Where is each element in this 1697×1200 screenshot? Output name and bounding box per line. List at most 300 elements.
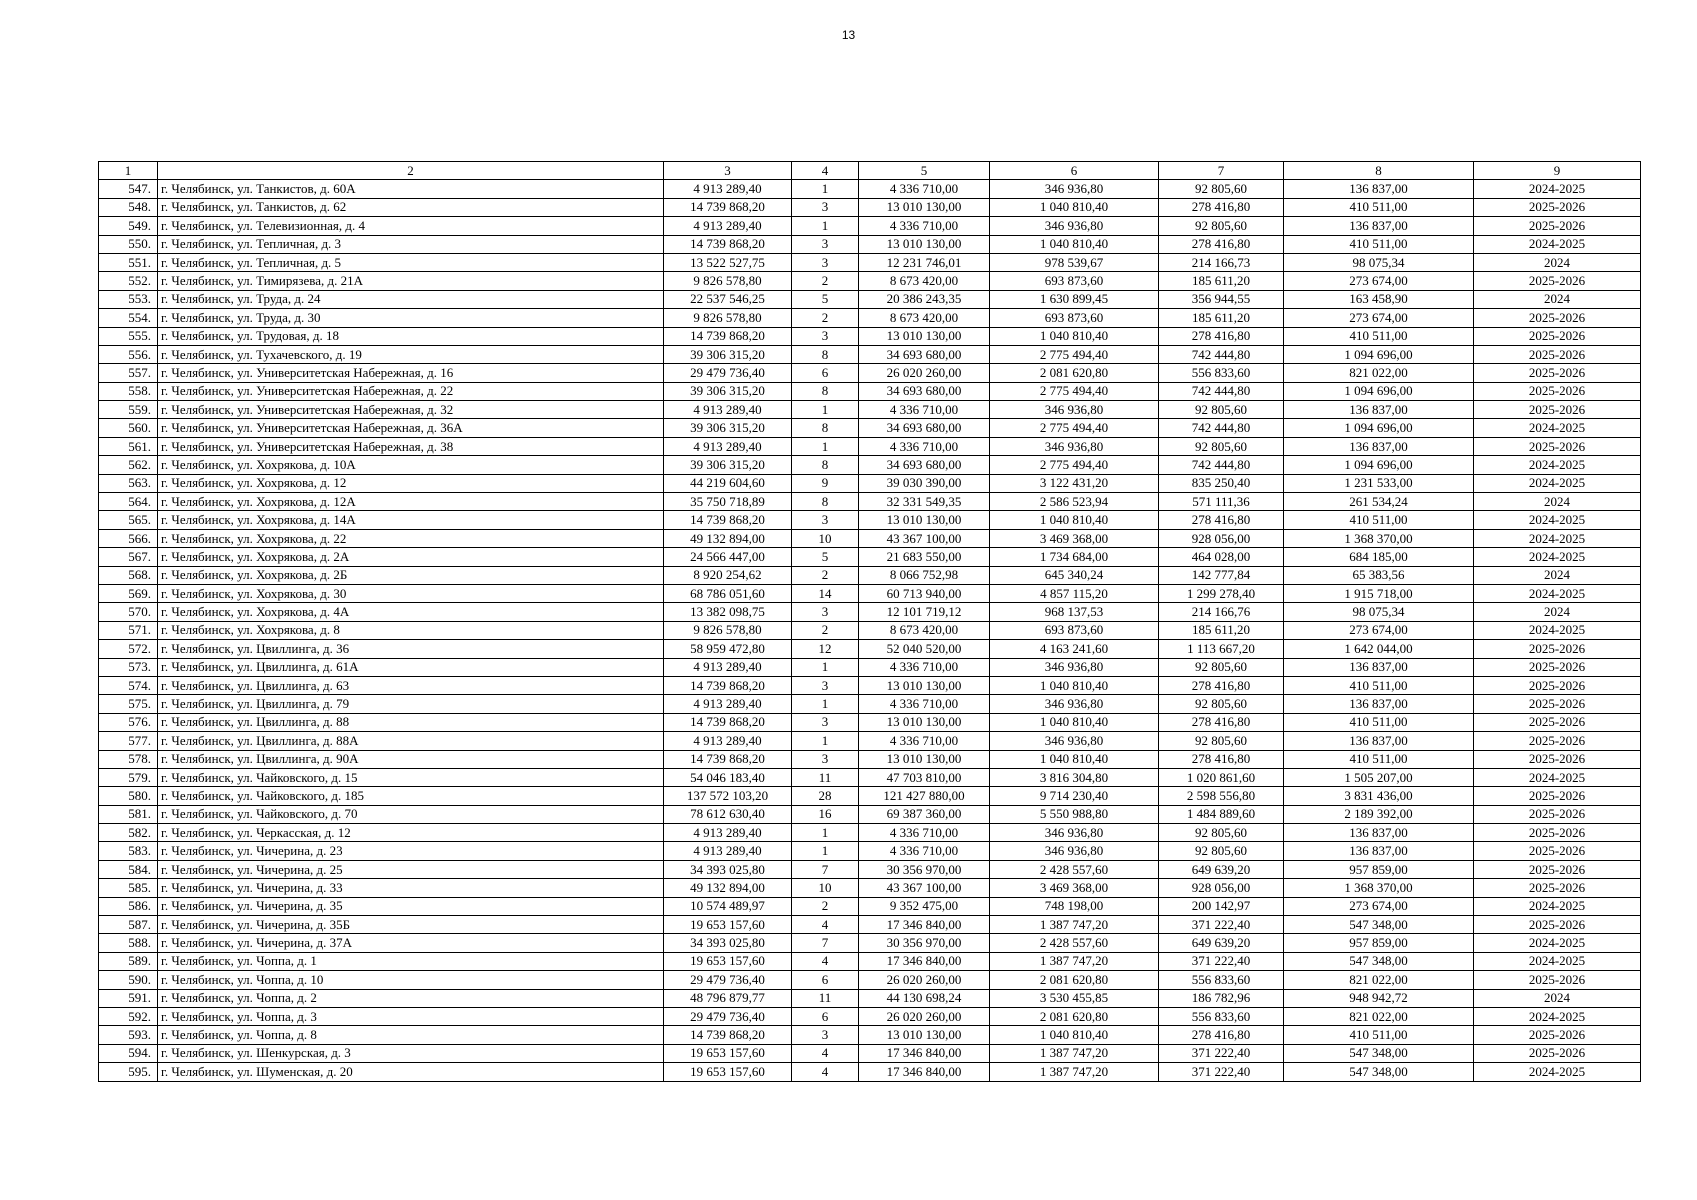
cost-col7-cell: 835 250,40 [1159, 474, 1284, 492]
quantity-cell: 1 [792, 401, 859, 419]
quantity-cell: 1 [792, 732, 859, 750]
cost-col8-cell: 1 094 696,00 [1284, 345, 1474, 363]
cost-col7-cell: 200 142,97 [1159, 897, 1284, 915]
table-row [99, 345, 1641, 363]
cost-col6-cell: 978 539,67 [990, 253, 1159, 271]
cost-col8-cell: 136 837,00 [1284, 824, 1474, 842]
cost-col6-cell: 693 873,60 [990, 621, 1159, 639]
period-cell: 2025-2026 [1474, 879, 1641, 897]
header-cell: 4 [792, 162, 859, 180]
total-cost-cell: 48 796 879,77 [664, 989, 792, 1007]
cost-col5-cell: 4 336 710,00 [859, 732, 990, 750]
table-row [99, 989, 1641, 1007]
row-number-cell: 592. [99, 1007, 158, 1025]
cost-col8-cell: 1 094 696,00 [1284, 419, 1474, 437]
period-cell: 2025-2026 [1474, 805, 1641, 823]
table-row [99, 180, 1641, 198]
table-row [99, 548, 1641, 566]
cost-col6-cell: 1 040 810,40 [990, 750, 1159, 768]
quantity-cell: 6 [792, 1007, 859, 1025]
cost-col8-cell: 136 837,00 [1284, 658, 1474, 676]
cost-col7-cell: 742 444,80 [1159, 382, 1284, 400]
total-cost-cell: 29 479 736,40 [664, 1007, 792, 1025]
cost-col8-cell: 2 189 392,00 [1284, 805, 1474, 823]
cost-col7-cell: 186 782,96 [1159, 989, 1284, 1007]
cost-col7-cell: 556 833,60 [1159, 364, 1284, 382]
table-row [99, 493, 1641, 511]
cost-col5-cell: 13 010 130,00 [859, 327, 990, 345]
page-number: 13 [841, 28, 856, 42]
cost-col8-cell: 273 674,00 [1284, 621, 1474, 639]
cost-col8-cell: 410 511,00 [1284, 750, 1474, 768]
cost-col5-cell: 13 010 130,00 [859, 511, 990, 529]
cost-col7-cell: 742 444,80 [1159, 345, 1284, 363]
row-number-cell: 560. [99, 419, 158, 437]
cost-col5-cell: 26 020 260,00 [859, 364, 990, 382]
address-cell: г. Челябинск, ул. Хохрякова, д. 2А [158, 548, 664, 566]
address-cell: г. Челябинск, ул. Университетская Набережная, д. 16 [158, 364, 664, 382]
row-number-cell: 555. [99, 327, 158, 345]
table-row [99, 842, 1641, 860]
cost-col6-cell: 1 734 684,00 [990, 548, 1159, 566]
total-cost-cell: 22 537 546,25 [664, 290, 792, 308]
cost-col8-cell: 410 511,00 [1284, 511, 1474, 529]
address-cell: г. Челябинск, ул. Чичерина, д. 35 [158, 897, 664, 915]
address-cell: г. Челябинск, ул. Чичерина, д. 23 [158, 842, 664, 860]
row-number-cell: 558. [99, 382, 158, 400]
cost-col8-cell: 957 859,00 [1284, 934, 1474, 952]
cost-col8-cell: 948 942,72 [1284, 989, 1474, 1007]
cost-col7-cell: 371 222,40 [1159, 1063, 1284, 1081]
cost-col6-cell: 1 040 810,40 [990, 1026, 1159, 1044]
quantity-cell: 7 [792, 934, 859, 952]
quantity-cell: 8 [792, 456, 859, 474]
row-number-cell: 590. [99, 971, 158, 989]
cost-col8-cell: 136 837,00 [1284, 217, 1474, 235]
cost-col8-cell: 98 075,34 [1284, 253, 1474, 271]
period-cell: 2024 [1474, 253, 1641, 271]
total-cost-cell: 78 612 630,40 [664, 805, 792, 823]
quantity-cell: 4 [792, 1044, 859, 1062]
total-cost-cell: 58 959 472,80 [664, 640, 792, 658]
cost-col5-cell: 4 336 710,00 [859, 217, 990, 235]
total-cost-cell: 4 913 289,40 [664, 842, 792, 860]
cost-col6-cell: 3 469 368,00 [990, 529, 1159, 547]
period-cell: 2025-2026 [1474, 971, 1641, 989]
total-cost-cell: 9 826 578,80 [664, 309, 792, 327]
cost-col7-cell: 214 166,73 [1159, 253, 1284, 271]
address-cell: г. Челябинск, ул. Университетская Набережная, д. 36А [158, 419, 664, 437]
cost-col6-cell: 9 714 230,40 [990, 787, 1159, 805]
row-number-cell: 549. [99, 217, 158, 235]
cost-col6-cell: 346 936,80 [990, 842, 1159, 860]
address-cell: г. Челябинск, ул. Хохрякова, д. 10А [158, 456, 664, 474]
total-cost-cell: 39 306 315,20 [664, 382, 792, 400]
quantity-cell: 8 [792, 419, 859, 437]
row-number-cell: 571. [99, 621, 158, 639]
quantity-cell: 3 [792, 253, 859, 271]
period-cell: 2024-2025 [1474, 1063, 1641, 1081]
period-cell: 2025-2026 [1474, 732, 1641, 750]
row-number-cell: 559. [99, 401, 158, 419]
cost-col6-cell: 2 081 620,80 [990, 971, 1159, 989]
cost-col8-cell: 65 383,56 [1284, 566, 1474, 584]
row-number-cell: 568. [99, 566, 158, 584]
period-cell: 2025-2026 [1474, 309, 1641, 327]
row-number-cell: 594. [99, 1044, 158, 1062]
cost-col5-cell: 4 336 710,00 [859, 180, 990, 198]
quantity-cell: 3 [792, 713, 859, 731]
quantity-cell: 2 [792, 621, 859, 639]
table-row [99, 1044, 1641, 1062]
quantity-cell: 4 [792, 916, 859, 934]
address-cell: г. Челябинск, ул. Хохрякова, д. 22 [158, 529, 664, 547]
total-cost-cell: 4 913 289,40 [664, 401, 792, 419]
address-cell: г. Челябинск, ул. Танкистов, д. 60А [158, 180, 664, 198]
address-cell: г. Челябинск, ул. Хохрякова, д. 14А [158, 511, 664, 529]
period-cell: 2025-2026 [1474, 198, 1641, 216]
total-cost-cell: 10 574 489,97 [664, 897, 792, 915]
header-cell: 9 [1474, 162, 1641, 180]
period-cell: 2024 [1474, 603, 1641, 621]
cost-col5-cell: 13 010 130,00 [859, 676, 990, 694]
row-number-cell: 579. [99, 768, 158, 786]
row-number-cell: 575. [99, 695, 158, 713]
address-cell: г. Челябинск, ул. Чоппа, д. 10 [158, 971, 664, 989]
quantity-cell: 5 [792, 290, 859, 308]
cost-col5-cell: 8 673 420,00 [859, 621, 990, 639]
cost-col6-cell: 1 040 810,40 [990, 235, 1159, 253]
cost-col8-cell: 547 348,00 [1284, 1044, 1474, 1062]
table-row [99, 327, 1641, 345]
period-cell: 2025-2026 [1474, 327, 1641, 345]
cost-col8-cell: 3 831 436,00 [1284, 787, 1474, 805]
cost-col6-cell: 645 340,24 [990, 566, 1159, 584]
cost-col5-cell: 13 010 130,00 [859, 750, 990, 768]
period-cell: 2025-2026 [1474, 272, 1641, 290]
total-cost-cell: 19 653 157,60 [664, 952, 792, 970]
cost-col7-cell: 92 805,60 [1159, 695, 1284, 713]
cost-col8-cell: 1 368 370,00 [1284, 879, 1474, 897]
total-cost-cell: 35 750 718,89 [664, 493, 792, 511]
cost-col6-cell: 1 040 810,40 [990, 511, 1159, 529]
address-cell: г. Челябинск, ул. Трудовая, д. 18 [158, 327, 664, 345]
quantity-cell: 1 [792, 437, 859, 455]
cost-col7-cell: 92 805,60 [1159, 180, 1284, 198]
table-row [99, 952, 1641, 970]
header-row [99, 162, 1641, 180]
period-cell: 2024-2025 [1474, 1007, 1641, 1025]
header-cell: 6 [990, 162, 1159, 180]
address-cell: г. Челябинск, ул. Чичерина, д. 25 [158, 860, 664, 878]
cost-col6-cell: 346 936,80 [990, 437, 1159, 455]
quantity-cell: 3 [792, 511, 859, 529]
period-cell: 2025-2026 [1474, 676, 1641, 694]
cost-col7-cell: 1 484 889,60 [1159, 805, 1284, 823]
period-cell: 2025-2026 [1474, 860, 1641, 878]
quantity-cell: 10 [792, 529, 859, 547]
cost-col8-cell: 410 511,00 [1284, 198, 1474, 216]
row-number-cell: 556. [99, 345, 158, 363]
cost-col6-cell: 748 198,00 [990, 897, 1159, 915]
row-number-cell: 585. [99, 879, 158, 897]
period-cell: 2025-2026 [1474, 382, 1641, 400]
address-cell: г. Челябинск, ул. Цвиллинга, д. 90А [158, 750, 664, 768]
cost-col5-cell: 39 030 390,00 [859, 474, 990, 492]
quantity-cell: 6 [792, 364, 859, 382]
row-number-cell: 574. [99, 676, 158, 694]
cost-col6-cell: 1 040 810,40 [990, 198, 1159, 216]
cost-col7-cell: 649 639,20 [1159, 860, 1284, 878]
address-cell: г. Челябинск, ул. Хохрякова, д. 12А [158, 493, 664, 511]
cost-col7-cell: 1 299 278,40 [1159, 584, 1284, 602]
total-cost-cell: 14 739 868,20 [664, 676, 792, 694]
address-cell: г. Челябинск, ул. Чичерина, д. 35Б [158, 916, 664, 934]
cost-col5-cell: 121 427 880,00 [859, 787, 990, 805]
cost-col6-cell: 1 040 810,40 [990, 676, 1159, 694]
address-cell: г. Челябинск, ул. Чоппа, д. 2 [158, 989, 664, 1007]
quantity-cell: 11 [792, 989, 859, 1007]
quantity-cell: 9 [792, 474, 859, 492]
quantity-cell: 3 [792, 676, 859, 694]
cost-col7-cell: 92 805,60 [1159, 842, 1284, 860]
cost-col7-cell: 278 416,80 [1159, 327, 1284, 345]
cost-col5-cell: 8 673 420,00 [859, 272, 990, 290]
address-cell: г. Челябинск, ул. Цвиллинга, д. 61А [158, 658, 664, 676]
address-cell: г. Челябинск, ул. Цвиллинга, д. 79 [158, 695, 664, 713]
row-number-cell: 554. [99, 309, 158, 327]
row-number-cell: 576. [99, 713, 158, 731]
quantity-cell: 5 [792, 548, 859, 566]
quantity-cell: 28 [792, 787, 859, 805]
total-cost-cell: 4 913 289,40 [664, 658, 792, 676]
cost-col6-cell: 1 630 899,45 [990, 290, 1159, 308]
quantity-cell: 14 [792, 584, 859, 602]
cost-col7-cell: 556 833,60 [1159, 971, 1284, 989]
quantity-cell: 8 [792, 493, 859, 511]
total-cost-cell: 14 739 868,20 [664, 235, 792, 253]
period-cell: 2025-2026 [1474, 640, 1641, 658]
row-number-cell: 550. [99, 235, 158, 253]
address-cell: г. Челябинск, ул. Труда, д. 24 [158, 290, 664, 308]
table-row [99, 621, 1641, 639]
address-cell: г. Челябинск, ул. Чичерина, д. 37А [158, 934, 664, 952]
period-cell: 2024-2025 [1474, 897, 1641, 915]
cost-col5-cell: 34 693 680,00 [859, 382, 990, 400]
cost-col7-cell: 371 222,40 [1159, 952, 1284, 970]
cost-col5-cell: 12 231 746,01 [859, 253, 990, 271]
address-cell: г. Челябинск, ул. Чоппа, д. 1 [158, 952, 664, 970]
cost-col8-cell: 1 915 718,00 [1284, 584, 1474, 602]
cost-col5-cell: 4 336 710,00 [859, 842, 990, 860]
cost-col7-cell: 649 639,20 [1159, 934, 1284, 952]
cost-col5-cell: 47 703 810,00 [859, 768, 990, 786]
period-cell: 2024-2025 [1474, 548, 1641, 566]
period-cell: 2024 [1474, 566, 1641, 584]
table-row [99, 382, 1641, 400]
cost-col6-cell: 693 873,60 [990, 309, 1159, 327]
cost-col8-cell: 821 022,00 [1284, 971, 1474, 989]
cost-col6-cell: 2 428 557,60 [990, 934, 1159, 952]
total-cost-cell: 19 653 157,60 [664, 1044, 792, 1062]
cost-col6-cell: 1 387 747,20 [990, 916, 1159, 934]
table-row [99, 474, 1641, 492]
cost-col5-cell: 34 693 680,00 [859, 345, 990, 363]
period-cell: 2024-2025 [1474, 456, 1641, 474]
header-cell: 3 [664, 162, 792, 180]
address-cell: г. Челябинск, ул. Шуменская, д. 20 [158, 1063, 664, 1081]
cost-col8-cell: 136 837,00 [1284, 842, 1474, 860]
cost-col6-cell: 2 081 620,80 [990, 364, 1159, 382]
table-row [99, 768, 1641, 786]
period-cell: 2024-2025 [1474, 952, 1641, 970]
quantity-cell: 3 [792, 327, 859, 345]
cost-col6-cell: 1 387 747,20 [990, 952, 1159, 970]
address-cell: г. Челябинск, ул. Хохрякова, д. 2Б [158, 566, 664, 584]
cost-col7-cell: 1 020 861,60 [1159, 768, 1284, 786]
cost-col5-cell: 4 336 710,00 [859, 658, 990, 676]
period-cell: 2024-2025 [1474, 474, 1641, 492]
quantity-cell: 3 [792, 603, 859, 621]
row-number-cell: 572. [99, 640, 158, 658]
cost-col5-cell: 26 020 260,00 [859, 1007, 990, 1025]
period-cell: 2025-2026 [1474, 824, 1641, 842]
row-number-cell: 581. [99, 805, 158, 823]
total-cost-cell: 29 479 736,40 [664, 971, 792, 989]
address-cell: г. Челябинск, ул. Чоппа, д. 3 [158, 1007, 664, 1025]
cost-col7-cell: 278 416,80 [1159, 750, 1284, 768]
total-cost-cell: 39 306 315,20 [664, 345, 792, 363]
quantity-cell: 3 [792, 198, 859, 216]
data-table [98, 161, 1641, 1082]
cost-col8-cell: 1 094 696,00 [1284, 382, 1474, 400]
cost-col5-cell: 12 101 719,12 [859, 603, 990, 621]
total-cost-cell: 44 219 604,60 [664, 474, 792, 492]
row-number-cell: 591. [99, 989, 158, 1007]
cost-col8-cell: 547 348,00 [1284, 952, 1474, 970]
period-cell: 2025-2026 [1474, 1026, 1641, 1044]
row-number-cell: 562. [99, 456, 158, 474]
cost-col8-cell: 273 674,00 [1284, 897, 1474, 915]
cost-col5-cell: 43 367 100,00 [859, 879, 990, 897]
cost-col7-cell: 371 222,40 [1159, 1044, 1284, 1062]
cost-col7-cell: 928 056,00 [1159, 529, 1284, 547]
cost-col5-cell: 17 346 840,00 [859, 952, 990, 970]
table-row [99, 529, 1641, 547]
cost-col7-cell: 142 777,84 [1159, 566, 1284, 584]
table-row [99, 235, 1641, 253]
cost-col7-cell: 928 056,00 [1159, 879, 1284, 897]
cost-col6-cell: 4 857 115,20 [990, 584, 1159, 602]
period-cell: 2025-2026 [1474, 1044, 1641, 1062]
cost-col8-cell: 136 837,00 [1284, 437, 1474, 455]
row-number-cell: 548. [99, 198, 158, 216]
cost-col7-cell: 92 805,60 [1159, 437, 1284, 455]
cost-col6-cell: 2 775 494,40 [990, 345, 1159, 363]
cost-col7-cell: 742 444,80 [1159, 456, 1284, 474]
cost-col5-cell: 9 352 475,00 [859, 897, 990, 915]
total-cost-cell: 14 739 868,20 [664, 198, 792, 216]
quantity-cell: 1 [792, 658, 859, 676]
cost-col6-cell: 4 163 241,60 [990, 640, 1159, 658]
address-cell: г. Челябинск, ул. Чайковского, д. 185 [158, 787, 664, 805]
period-cell: 2024-2025 [1474, 768, 1641, 786]
total-cost-cell: 49 132 894,00 [664, 879, 792, 897]
cost-col7-cell: 185 611,20 [1159, 621, 1284, 639]
row-number-cell: 552. [99, 272, 158, 290]
cost-col5-cell: 60 713 940,00 [859, 584, 990, 602]
row-number-cell: 569. [99, 584, 158, 602]
table-row [99, 640, 1641, 658]
cost-col8-cell: 821 022,00 [1284, 1007, 1474, 1025]
address-cell: г. Челябинск, ул. Тухачевского, д. 19 [158, 345, 664, 363]
table-row [99, 824, 1641, 842]
row-number-cell: 573. [99, 658, 158, 676]
total-cost-cell: 19 653 157,60 [664, 916, 792, 934]
cost-col7-cell: 556 833,60 [1159, 1007, 1284, 1025]
period-cell: 2025-2026 [1474, 217, 1641, 235]
address-cell: г. Челябинск, ул. Чайковского, д. 70 [158, 805, 664, 823]
address-cell: г. Челябинск, ул. Цвиллинга, д. 36 [158, 640, 664, 658]
row-number-cell: 584. [99, 860, 158, 878]
total-cost-cell: 19 653 157,60 [664, 1063, 792, 1081]
total-cost-cell: 34 393 025,80 [664, 934, 792, 952]
table-row [99, 713, 1641, 731]
quantity-cell: 8 [792, 345, 859, 363]
cost-col5-cell: 30 356 970,00 [859, 860, 990, 878]
row-number-cell: 567. [99, 548, 158, 566]
cost-col7-cell: 278 416,80 [1159, 1026, 1284, 1044]
cost-col6-cell: 346 936,80 [990, 401, 1159, 419]
row-number-cell: 587. [99, 916, 158, 934]
table-row [99, 934, 1641, 952]
quantity-cell: 8 [792, 382, 859, 400]
row-number-cell: 589. [99, 952, 158, 970]
address-cell: г. Челябинск, ул. Хохрякова, д. 30 [158, 584, 664, 602]
cost-col7-cell: 1 113 667,20 [1159, 640, 1284, 658]
row-number-cell: 580. [99, 787, 158, 805]
cost-col8-cell: 1 642 044,00 [1284, 640, 1474, 658]
cost-col6-cell: 1 387 747,20 [990, 1063, 1159, 1081]
cost-col8-cell: 136 837,00 [1284, 695, 1474, 713]
cost-col7-cell: 278 416,80 [1159, 676, 1284, 694]
cost-col6-cell: 2 081 620,80 [990, 1007, 1159, 1025]
cost-col6-cell: 346 936,80 [990, 824, 1159, 842]
cost-col8-cell: 136 837,00 [1284, 180, 1474, 198]
cost-col5-cell: 30 356 970,00 [859, 934, 990, 952]
address-cell: г. Челябинск, ул. Тепличная, д. 3 [158, 235, 664, 253]
cost-col5-cell: 52 040 520,00 [859, 640, 990, 658]
total-cost-cell: 4 913 289,40 [664, 732, 792, 750]
cost-col7-cell: 571 111,36 [1159, 493, 1284, 511]
cost-col6-cell: 1 387 747,20 [990, 1044, 1159, 1062]
cost-col7-cell: 2 598 556,80 [1159, 787, 1284, 805]
cost-col8-cell: 684 185,00 [1284, 548, 1474, 566]
row-number-cell: 582. [99, 824, 158, 842]
cost-col5-cell: 4 336 710,00 [859, 401, 990, 419]
period-cell: 2025-2026 [1474, 842, 1641, 860]
cost-col5-cell: 34 693 680,00 [859, 456, 990, 474]
cost-col7-cell: 214 166,76 [1159, 603, 1284, 621]
quantity-cell: 1 [792, 217, 859, 235]
address-cell: г. Челябинск, ул. Тепличная, д. 5 [158, 253, 664, 271]
period-cell: 2025-2026 [1474, 658, 1641, 676]
quantity-cell: 2 [792, 897, 859, 915]
cost-col7-cell: 278 416,80 [1159, 511, 1284, 529]
cost-col8-cell: 261 534,24 [1284, 493, 1474, 511]
cost-col7-cell: 185 611,20 [1159, 309, 1284, 327]
address-cell: г. Челябинск, ул. Чичерина, д. 33 [158, 879, 664, 897]
